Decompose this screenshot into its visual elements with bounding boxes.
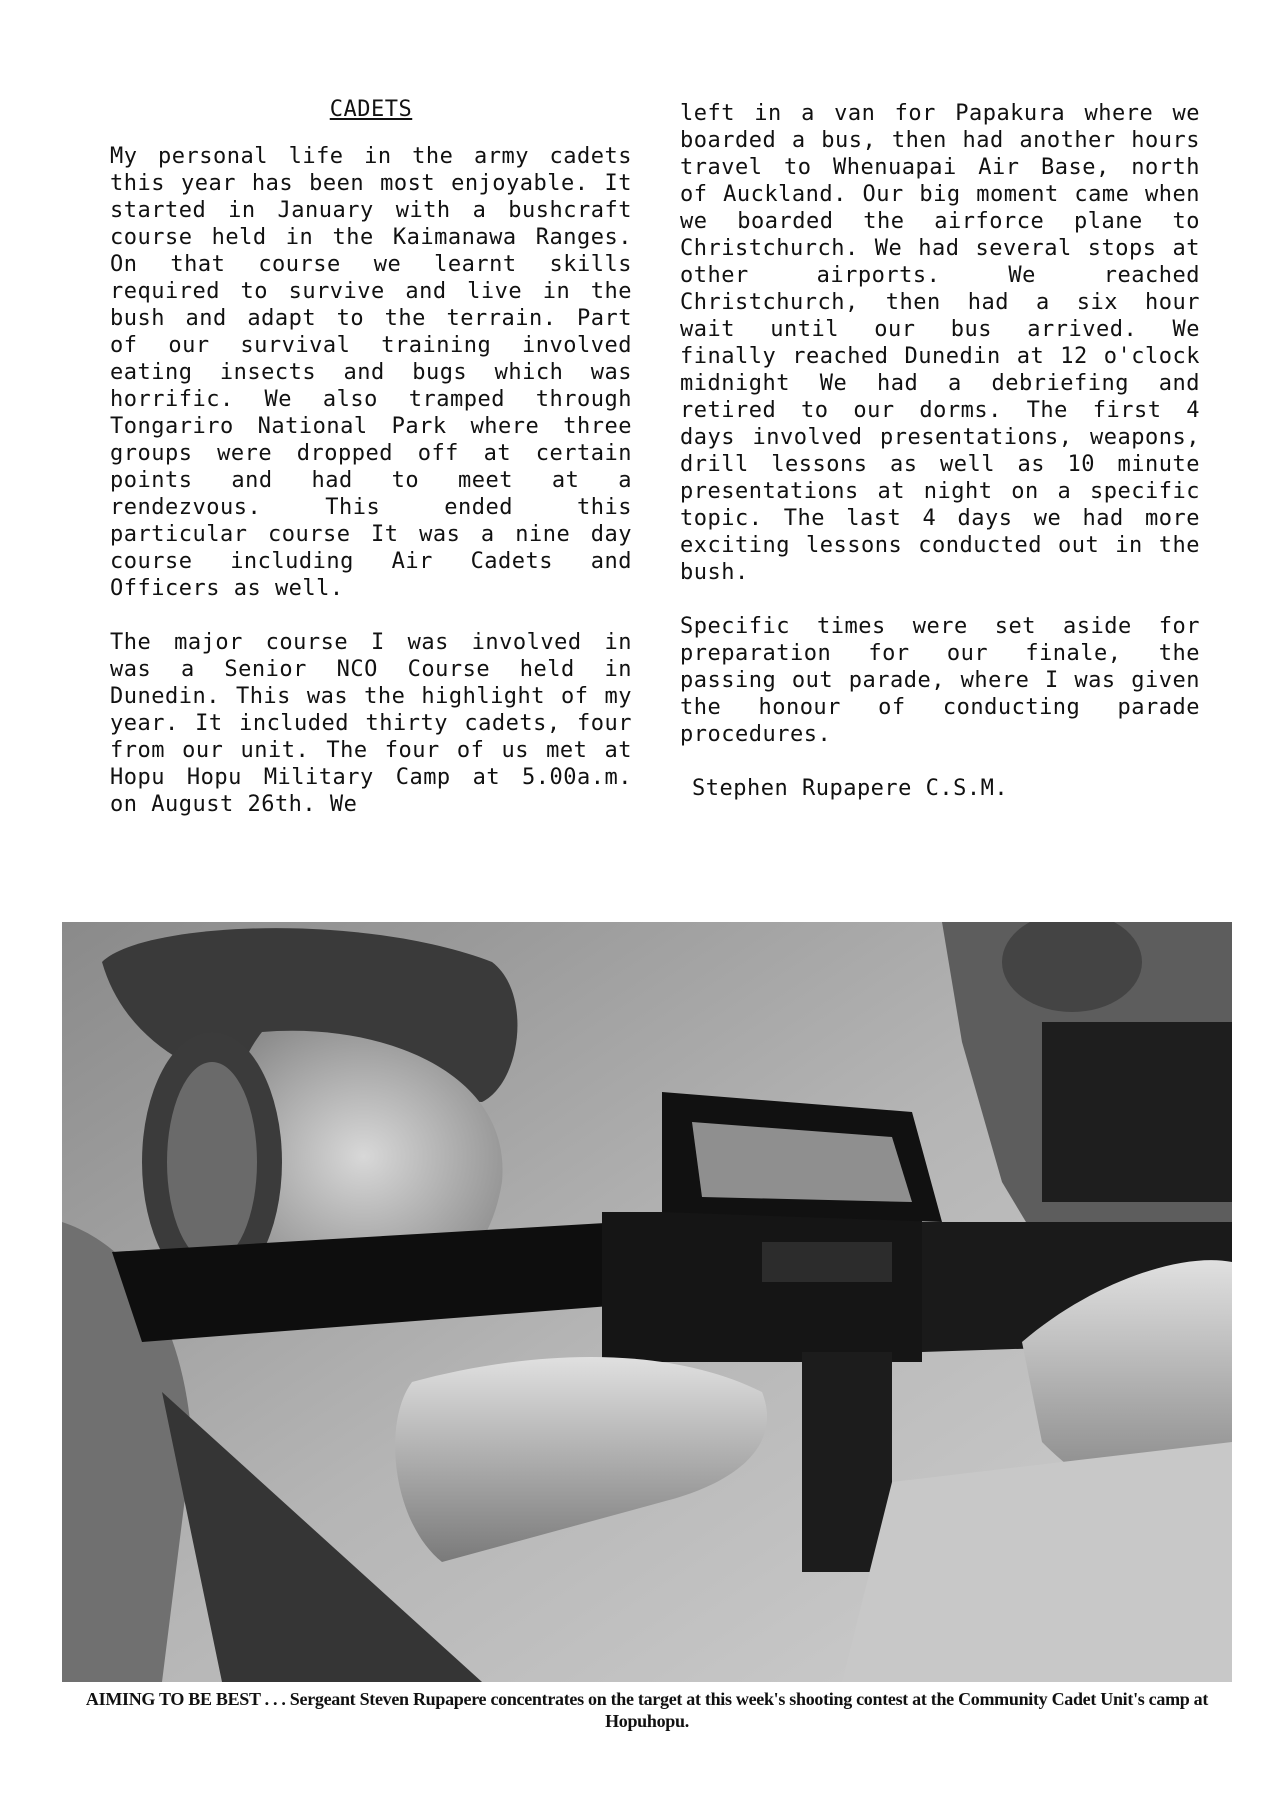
- photo-caption: AIMING TO BE BEST . . . Sergeant Steven Rupapere concentrates on the target at this week's shooting contest at the Community Cadet Unit's camp at Hopuhopu.: [85, 1689, 1209, 1731]
- right-column: [680, 100, 1200, 802]
- right-paragraph-2: Specific times were set aside for preparation for our finale, the passing out parade, where I was given the honour of conducting parade procedures.: [680, 614, 1200, 747]
- left-paragraph-2: The major course I was involved in was a Senior NCO Course held in Dunedin. This was the highlight of my year. It included thirty cadets, four from our unit. The four of us met at Hopu Hopu Military Camp at 5.00a.m. on August 26th. We: [110, 630, 632, 817]
- photo-illustration: [62, 922, 1232, 1682]
- signature: Stephen Rupapere C.S.M.: [692, 776, 1009, 801]
- left-paragraph-1: My personal life in the army cadets this year has been most enjoyable. It started in January with a bushcraft course held in the Kaimanawa Ranges. On that course we learnt skills required to survive and live in the bush and adapt to the terrain. Part of our survival training involved eating insects and bugs which was horrific. We also tramped through Tongariro National Park where three groups were dropped off at certain points and had to meet at a rendezvous. This ended this particular course It was a nine day course including Air Cadets and Officers as well.: [110, 144, 632, 601]
- left-column: [110, 96, 632, 845]
- cadet-rifle-photo: [62, 922, 1232, 1682]
- article-title: CADETS: [329, 97, 413, 122]
- right-paragraph-1: left in a van for Papakura where we boarded a bus, then had another hours travel to Whenuapai Air Base, north of Auckland. Our big moment came when we boarded the airforce plane to Christchurch. We had several stops at other airports. We reached Christchurch, then had a six hour wait until our bus arrived. We finally reached Dunedin at 12 o'clock midnight We had a debriefing and retired to our dorms. The first 4 days involved presentations, weapons, drill lessons as well as 10 minute presentations at night on a specific topic. The last 4 days we had more exciting lessons conducted out in the bush.: [680, 101, 1200, 585]
